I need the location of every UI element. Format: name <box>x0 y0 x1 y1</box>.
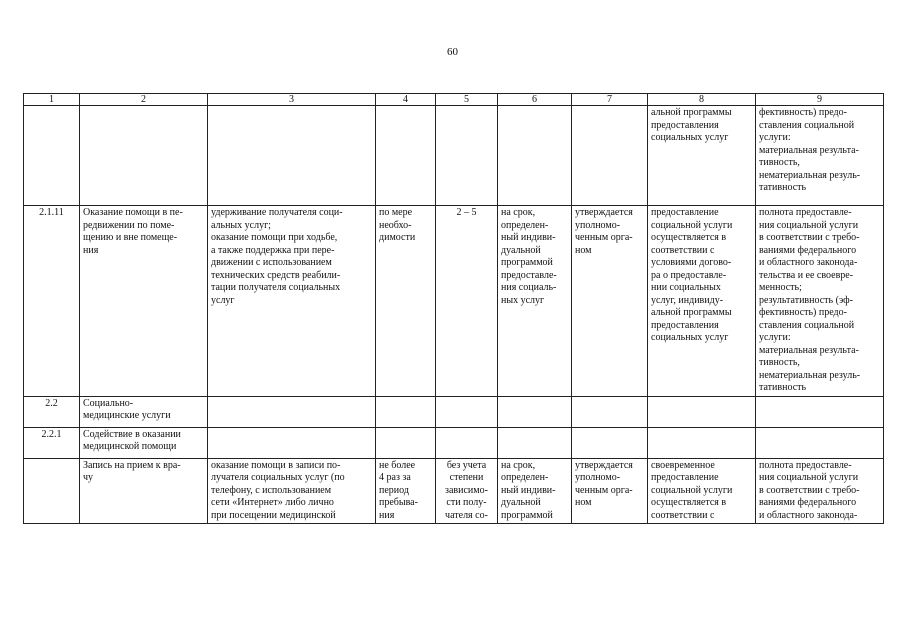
tariff-cell: утверждается уполномо- ченным орга- ном <box>572 206 648 397</box>
table-cell <box>756 427 884 458</box>
table-cell <box>498 427 572 458</box>
table-cell <box>436 106 498 206</box>
service-name-cell: Содействие в оказании медицинской помощи <box>80 427 208 458</box>
service-name-cell: Оказание помощи в пе- редвижении по поме- щению и вне помеще- ния <box>80 206 208 397</box>
tariff-cell: утверждается уполномо- ченным орга- ном <box>572 458 648 524</box>
table-row-appointment <box>24 458 884 524</box>
table-cell <box>648 396 756 427</box>
table-cell <box>572 106 648 206</box>
table-cell <box>498 106 572 206</box>
table-cell <box>572 427 648 458</box>
header-cell: 7 <box>572 94 648 106</box>
item-number-cell <box>24 458 80 524</box>
header-cell: 4 <box>376 94 436 106</box>
table-cell <box>648 427 756 458</box>
service-name-cell: Социально- медицинские услуги <box>80 396 208 427</box>
item-number-cell: 2.2 <box>24 396 80 427</box>
quality-criteria-cell: полнота предоставле- ния социальной услуги в соответствии с требо- ваниями федерального и областного законода- <box>756 458 884 524</box>
header-cell: 1 <box>24 94 80 106</box>
table-row-2-2 <box>24 396 884 427</box>
term-cell: на срок, определен- ный индиви- дуальной программой <box>498 458 572 524</box>
table-cell <box>436 396 498 427</box>
conditions-cell: своевременное предоставление социальной услуги осуществляется в соответствии с <box>648 458 756 524</box>
header-cell: 6 <box>498 94 572 106</box>
conditions-cell: альной программы предоставления социальных услуг <box>648 106 756 206</box>
table-cell <box>756 396 884 427</box>
conditions-cell: предоставление социальной услуги осуществляется в соответствии с условиями догово- ра о предоставле- нии социальных услуг, индивиду- альной программы предоставления социальных услуг <box>648 206 756 397</box>
service-description-cell: оказание помощи в записи по- лучателя социальных услуг (по телефону, с использованием сети «Интернет» либо лично при посещении медицинской <box>208 458 376 524</box>
service-name-cell: Запись на прием к вра- чу <box>80 458 208 524</box>
header-cell: 5 <box>436 94 498 106</box>
quality-criteria-cell: полнота предоставле- ния социальной услуги в соответствии с требо- ваниями федерального и областного законода- тельства и ее своевре- менность; результативность (эф- фективность) предо- ставления социальной услуги: материальная результа- тивность, нематериальная резуль- тативность <box>756 206 884 397</box>
frequency-cell: по мере необхо- димости <box>376 206 436 397</box>
table-cell <box>376 427 436 458</box>
header-row <box>24 94 884 106</box>
services-table <box>23 93 884 524</box>
table-cell <box>208 106 376 206</box>
table-cell <box>498 396 572 427</box>
table-cell <box>80 106 208 206</box>
table-cell <box>376 396 436 427</box>
table-cell <box>436 427 498 458</box>
header-cell: 9 <box>756 94 884 106</box>
header-cell: 8 <box>648 94 756 106</box>
table-cell <box>24 106 80 206</box>
quality-criteria-cell: фективность) предо- ставления социальной услуги: материальная результа- тивность, нематериальная резуль- тативность <box>756 106 884 206</box>
table-cell <box>208 396 376 427</box>
table-cell <box>208 427 376 458</box>
duration-cell: 2 – 5 <box>436 206 498 397</box>
table-row-2-2-1 <box>24 427 884 458</box>
table-cell <box>376 106 436 206</box>
term-cell: на срок, определен- ный индиви- дуальной программой предоставле- ния социаль- ных услуг <box>498 206 572 397</box>
frequency-cell: не более 4 раз за период пребыва- ния <box>376 458 436 524</box>
header-cell: 3 <box>208 94 376 106</box>
item-number-cell: 2.2.1 <box>24 427 80 458</box>
page-number: 60 <box>447 46 458 58</box>
table-row-2-1-11 <box>24 206 884 397</box>
duration-cell: без учета степени зависимо- сти полу- чателя со- <box>436 458 498 524</box>
table-row-continuation <box>24 106 884 206</box>
table-cell <box>572 396 648 427</box>
header-cell: 2 <box>80 94 208 106</box>
item-number-cell: 2.1.11 <box>24 206 80 397</box>
service-description-cell: удерживание получателя соци- альных услуг; оказание помощи при ходьбе, а также поддержка при пере- движении с использованием технических средств реабили- тации получателя социальных услуг <box>208 206 376 397</box>
